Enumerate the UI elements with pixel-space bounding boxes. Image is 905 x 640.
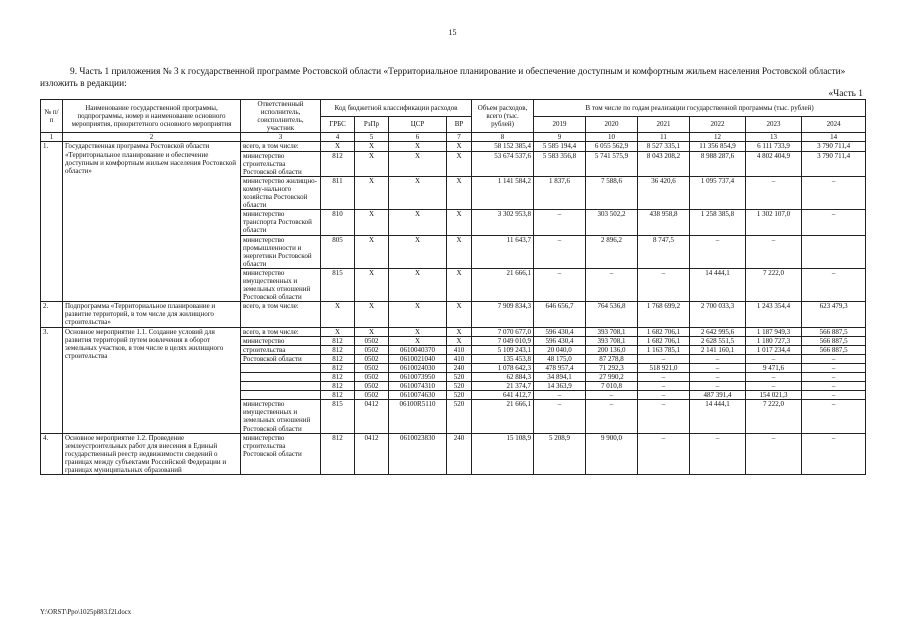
cell-year-value: – [802, 382, 866, 391]
intro-paragraph: 9. Часть 1 приложения № 3 к государственной программе Ростовской области «Территориальное планирование и обеспечение доступным и комфортным жильем населения Ростовской области» изложить в редакции: [40, 67, 846, 89]
cell-year-value: – [802, 373, 866, 382]
cell-csr: X [389, 268, 447, 301]
cell-year-value: 1 682 706,1 [638, 336, 690, 345]
cell-csr: 0610021040 [389, 354, 447, 363]
cell-total: 641 412,7 [472, 391, 534, 400]
header-volume: Объем расходов, всего (тыс. рублей) [472, 100, 534, 133]
cell-grbs: 812 [321, 354, 355, 363]
cell-vr: X [447, 176, 472, 209]
cell-year-value: – [690, 363, 746, 372]
cell-total: 15 108,9 [472, 433, 534, 474]
cell-rzpr: X [355, 176, 389, 209]
cell-responsible [241, 373, 321, 382]
footer-file-path: Y:\ORST\Ppo\1025p883.f2l.docx [40, 609, 132, 616]
col-number: 2 [63, 133, 241, 142]
cell-csr: 0610024030 [389, 363, 447, 372]
cell-year-value: 1 302 107,0 [746, 210, 802, 235]
col-number: 12 [690, 133, 746, 142]
cell-responsible: строительства [241, 345, 321, 354]
cell-year-value: – [802, 433, 866, 474]
header-num: № п/п [41, 100, 63, 133]
cell-grbs: 812 [321, 382, 355, 391]
cell-year-value: 11 356 854,9 [690, 142, 746, 151]
header-year: 2020 [586, 116, 638, 133]
cell-year-value: 9 900,0 [586, 433, 638, 474]
cell-year-value: 6 111 733,9 [746, 142, 802, 151]
cell-year-value: – [690, 354, 746, 363]
cell-year-value: 7 222,0 [746, 400, 802, 433]
cell-year-value: – [802, 210, 866, 235]
cell-year-value: – [586, 391, 638, 400]
cell-responsible: всего, в том числе: [241, 327, 321, 336]
cell-year-value: 5 585 194,4 [534, 142, 586, 151]
cell-year-value: 4 802 404,9 [746, 151, 802, 176]
cell-csr: 0610074310 [389, 382, 447, 391]
cell-year-value: – [746, 382, 802, 391]
cell-year-value: 6 055 562,9 [586, 142, 638, 151]
cell-year-value: 1 768 699,2 [638, 302, 690, 327]
cell-vr: 520 [447, 373, 472, 382]
cell-rzpr: 0412 [355, 433, 389, 474]
cell-year-value: 623 479,3 [802, 302, 866, 327]
cell-year-value: – [638, 391, 690, 400]
cell-year-value: – [746, 354, 802, 363]
header-name: Наименование государственной программы, подпрограммы, номер и наименование основного мероприятия, приоритетного основного мероприятия [63, 100, 241, 133]
cell-year-value: 566 887,5 [802, 327, 866, 336]
header-csr: ЦСР [389, 116, 447, 133]
item-number: 1. [41, 142, 63, 302]
cell-year-value: 478 957,4 [534, 363, 586, 372]
cell-csr: X [389, 142, 447, 151]
table-body [41, 142, 866, 475]
col-number: 14 [802, 133, 866, 142]
cell-year-value: – [534, 268, 586, 301]
cell-year-value: 154 021,3 [746, 391, 802, 400]
cell-vr: X [447, 336, 472, 345]
cell-responsible: всего, в том числе: [241, 302, 321, 327]
cell-year-value: – [746, 373, 802, 382]
cell-vr: X [447, 142, 472, 151]
cell-year-value: 2 628 551,5 [690, 336, 746, 345]
cell-year-value: 8 747,5 [638, 235, 690, 268]
item-number: 4. [41, 433, 63, 474]
cell-year-value: – [638, 373, 690, 382]
cell-responsible [241, 382, 321, 391]
cell-total: 3 302 953,8 [472, 210, 534, 235]
page-number: 15 [448, 28, 457, 37]
cell-csr: X [389, 210, 447, 235]
cell-vr: 410 [447, 354, 472, 363]
cell-csr: 06100R5110 [389, 400, 447, 433]
cell-total: 21 374,7 [472, 382, 534, 391]
cell-total: 21 666,1 [472, 268, 534, 301]
cell-year-value: – [638, 400, 690, 433]
cell-csr: 0610040370 [389, 345, 447, 354]
cell-grbs: 805 [321, 235, 355, 268]
cell-rzpr: 0502 [355, 391, 389, 400]
cell-rzpr: 0502 [355, 363, 389, 372]
header-vr: ВР [447, 116, 472, 133]
col-number: 3 [241, 133, 321, 142]
cell-csr: X [389, 235, 447, 268]
cell-year-value: 646 656,7 [534, 302, 586, 327]
cell-year-value: 3 790 711,4 [802, 142, 866, 151]
cell-responsible: министерство имущественных и земельных отношений Ростовской области [241, 268, 321, 301]
cell-year-value: – [802, 176, 866, 209]
cell-csr: 0610073950 [389, 373, 447, 382]
cell-rzpr: X [355, 235, 389, 268]
cell-grbs: 812 [321, 391, 355, 400]
cell-csr: 0610074630 [389, 391, 447, 400]
cell-year-value: 14 444,1 [690, 268, 746, 301]
cell-year-value: 5 583 356,8 [534, 151, 586, 176]
cell-year-value: – [534, 391, 586, 400]
cell-grbs: X [321, 142, 355, 151]
cell-year-value: – [690, 382, 746, 391]
cell-rzpr: X [355, 302, 389, 327]
cell-total: 1 078 642,3 [472, 363, 534, 372]
cell-rzpr: 0502 [355, 354, 389, 363]
item-number: 2. [41, 302, 63, 327]
cell-year-value: 34 894,1 [534, 373, 586, 382]
cell-total: 1 141 584,2 [472, 176, 534, 209]
col-number: 8 [472, 133, 534, 142]
cell-year-value: 1 017 234,4 [746, 345, 802, 354]
cell-year-value: 8 527 335,1 [638, 142, 690, 151]
cell-total: 7 049 010,9 [472, 336, 534, 345]
cell-grbs: 812 [321, 373, 355, 382]
cell-csr: X [389, 336, 447, 345]
cell-year-value: – [746, 433, 802, 474]
cell-year-value: 303 502,2 [586, 210, 638, 235]
header-rzpr: РзПр [355, 116, 389, 133]
cell-year-value: 566 887,5 [802, 345, 866, 354]
cell-rzpr: 0502 [355, 345, 389, 354]
item-name: Подпрограмма «Территориальное планирование и развитие территорий, в том числе для жилищного строительства» [63, 302, 241, 327]
col-number: 11 [638, 133, 690, 142]
cell-year-value: 9 471,6 [746, 363, 802, 372]
cell-year-value: – [638, 433, 690, 474]
cell-year-value: 87 278,8 [586, 354, 638, 363]
cell-year-value: 2 141 160,1 [690, 345, 746, 354]
cell-year-value: – [690, 373, 746, 382]
header-year: 2021 [638, 116, 690, 133]
cell-responsible: министерство строительства Ростовской области [241, 433, 321, 474]
cell-responsible: министерство [241, 336, 321, 345]
cell-rzpr: 0502 [355, 382, 389, 391]
cell-year-value: – [690, 433, 746, 474]
cell-vr: X [447, 302, 472, 327]
cell-year-value: 1 243 354,4 [746, 302, 802, 327]
cell-year-value: 487 391,4 [690, 391, 746, 400]
cell-year-value: – [638, 382, 690, 391]
cell-csr: X [389, 151, 447, 176]
cell-total: 53 674 537,6 [472, 151, 534, 176]
cell-year-value [802, 235, 866, 268]
cell-year-value: 2 700 033,3 [690, 302, 746, 327]
cell-year-value: 393 708,1 [586, 336, 638, 345]
cell-year-value: – [802, 363, 866, 372]
cell-year-value: 14 444,1 [690, 400, 746, 433]
cell-year-value: 71 292,3 [586, 363, 638, 372]
cell-csr: X [389, 176, 447, 209]
cell-year-value: – [802, 268, 866, 301]
cell-year-value: 7 010,8 [586, 382, 638, 391]
cell-vr: X [447, 327, 472, 336]
cell-year-value: 2 642 995,6 [690, 327, 746, 336]
cell-grbs: 815 [321, 400, 355, 433]
cell-year-value: 27 990,2 [586, 373, 638, 382]
item-name: Государственная программа Ростовской области «Территориальное планирование и обеспечение доступным и комфортным жильем населения Ростовской области» [63, 142, 241, 302]
col-number: 10 [586, 133, 638, 142]
column-number-row [41, 133, 866, 142]
cell-year-value: 1 682 706,1 [638, 327, 690, 336]
cell-rzpr: X [355, 142, 389, 151]
cell-year-value: 5 741 575,9 [586, 151, 638, 176]
cell-rzpr: X [355, 210, 389, 235]
part-label: «Часть 1 [828, 89, 863, 99]
col-number: 5 [355, 133, 389, 142]
cell-year-value: 8 988 287,6 [690, 151, 746, 176]
cell-vr: 520 [447, 391, 472, 400]
cell-total: 7 070 677,0 [472, 327, 534, 336]
cell-year-value: 764 536,8 [586, 302, 638, 327]
table-row [41, 433, 866, 474]
cell-responsible: министерство транспорта Ростовской области [241, 210, 321, 235]
cell-rzpr: X [355, 151, 389, 176]
cell-year-value: – [586, 268, 638, 301]
cell-vr: 240 [447, 363, 472, 372]
cell-year-value: 3 790 711,4 [802, 151, 866, 176]
col-number: 7 [447, 133, 472, 142]
table-row [41, 327, 866, 336]
header-year: 2024 [802, 116, 866, 133]
cell-year-value: 20 040,0 [534, 345, 586, 354]
cell-responsible: министерство строительства Ростовской области [241, 151, 321, 176]
cell-csr: X [389, 302, 447, 327]
col-number: 1 [41, 133, 63, 142]
header-resp: Ответственный исполнитель, соисполнитель, участник [241, 100, 321, 133]
cell-grbs: 812 [321, 433, 355, 474]
table-row [41, 142, 866, 151]
cell-grbs: 812 [321, 363, 355, 372]
col-number: 13 [746, 133, 802, 142]
cell-year-value: 36 420,6 [638, 176, 690, 209]
cell-grbs: 812 [321, 336, 355, 345]
cell-year-value: – [802, 391, 866, 400]
cell-year-value: 200 136,0 [586, 345, 638, 354]
cell-csr: X [389, 327, 447, 336]
cell-year-value: 8 043 208,2 [638, 151, 690, 176]
cell-year-value: 14 363,9 [534, 382, 586, 391]
item-number: 3. [41, 327, 63, 433]
cell-rzpr: X [355, 327, 389, 336]
cell-csr: 0610023830 [389, 433, 447, 474]
cell-vr: 240 [447, 433, 472, 474]
cell-year-value: 1 837,6 [534, 176, 586, 209]
budget-table [40, 99, 866, 475]
cell-year-value: – [534, 235, 586, 268]
cell-year-value: 1 180 727,3 [746, 336, 802, 345]
header-grbs: ГРБС [321, 116, 355, 133]
cell-rzpr: 0502 [355, 373, 389, 382]
cell-year-value: 393 708,1 [586, 327, 638, 336]
cell-vr: X [447, 151, 472, 176]
col-number: 6 [389, 133, 447, 142]
cell-year-value: 438 958,8 [638, 210, 690, 235]
cell-vr: X [447, 210, 472, 235]
cell-year-value: 518 921,0 [638, 363, 690, 372]
cell-grbs: 815 [321, 268, 355, 301]
cell-vr: 520 [447, 382, 472, 391]
header-years-group: В том числе по годам реализации государственной программы (тыс. рублей) [534, 100, 866, 117]
cell-year-value: – [690, 235, 746, 268]
table-header [41, 100, 866, 142]
table-row [41, 302, 866, 327]
col-number: 4 [321, 133, 355, 142]
cell-responsible [241, 391, 321, 400]
cell-total: 21 666,1 [472, 400, 534, 433]
cell-year-value: 1 187 949,3 [746, 327, 802, 336]
cell-responsible [241, 363, 321, 372]
cell-total: 62 884,3 [472, 373, 534, 382]
cell-year-value: – [638, 354, 690, 363]
cell-responsible: министерство жилищно-комму-нального хозяйства Ростовской области [241, 176, 321, 209]
header-year: 2022 [690, 116, 746, 133]
cell-total: 5 109 243,1 [472, 345, 534, 354]
cell-grbs: X [321, 327, 355, 336]
cell-grbs: X [321, 302, 355, 327]
cell-total: 135 453,8 [472, 354, 534, 363]
cell-year-value: 596 430,4 [534, 336, 586, 345]
cell-year-value: 48 175,0 [534, 354, 586, 363]
cell-responsible: Ростовской области [241, 354, 321, 363]
cell-total: 58 152 385,4 [472, 142, 534, 151]
cell-year-value: – [746, 176, 802, 209]
cell-year-value: – [802, 354, 866, 363]
header-year: 2019 [534, 116, 586, 133]
header-year: 2023 [746, 116, 802, 133]
cell-total: 7 909 834,3 [472, 302, 534, 327]
cell-year-value: – [534, 400, 586, 433]
cell-grbs: 811 [321, 176, 355, 209]
cell-rzpr: 0412 [355, 400, 389, 433]
cell-year-value: – [586, 400, 638, 433]
cell-responsible: всего, в том числе: [241, 142, 321, 151]
cell-year-value: – [746, 235, 802, 268]
cell-year-value: – [802, 400, 866, 433]
cell-grbs: 810 [321, 210, 355, 235]
cell-year-value: 2 896,2 [586, 235, 638, 268]
cell-year-value: 566 887,5 [802, 336, 866, 345]
cell-vr: 520 [447, 400, 472, 433]
item-name: Основное мероприятие 1.2. Проведение землеустроительных работ для внесения в Единый государственный реестр недвижимости сведений о границах между субъектами Российской Федерации и границах муниципальных образований [63, 433, 241, 474]
cell-rzpr: X [355, 268, 389, 301]
cell-grbs: 812 [321, 151, 355, 176]
cell-responsible: министерство имущественных и земельных отношений Ростовской области [241, 400, 321, 433]
cell-rzpr: 0502 [355, 336, 389, 345]
cell-year-value: – [534, 210, 586, 235]
cell-year-value: – [638, 268, 690, 301]
cell-year-value: 5 208,9 [534, 433, 586, 474]
cell-year-value: 1 258 385,8 [690, 210, 746, 235]
cell-vr: 410 [447, 345, 472, 354]
cell-year-value: 7 222,0 [746, 268, 802, 301]
cell-year-value: 7 588,6 [586, 176, 638, 209]
cell-year-value: 596 430,4 [534, 327, 586, 336]
col-number: 9 [534, 133, 586, 142]
cell-vr: X [447, 235, 472, 268]
cell-grbs: 812 [321, 345, 355, 354]
cell-year-value: 1 163 785,1 [638, 345, 690, 354]
header-budget-code: Код бюджетной классификации расходов [321, 100, 472, 117]
cell-total: 11 643,7 [472, 235, 534, 268]
item-name: Основное мероприятие 1.1. Создание условий для развития территорий путем вовлечения в оборот земельных участков, в том числе в целях жилищного строительства [63, 327, 241, 433]
cell-year-value: 1 095 737,4 [690, 176, 746, 209]
cell-vr: X [447, 268, 472, 301]
cell-responsible: министерство промышленности и энергетики Ростовской области [241, 235, 321, 268]
